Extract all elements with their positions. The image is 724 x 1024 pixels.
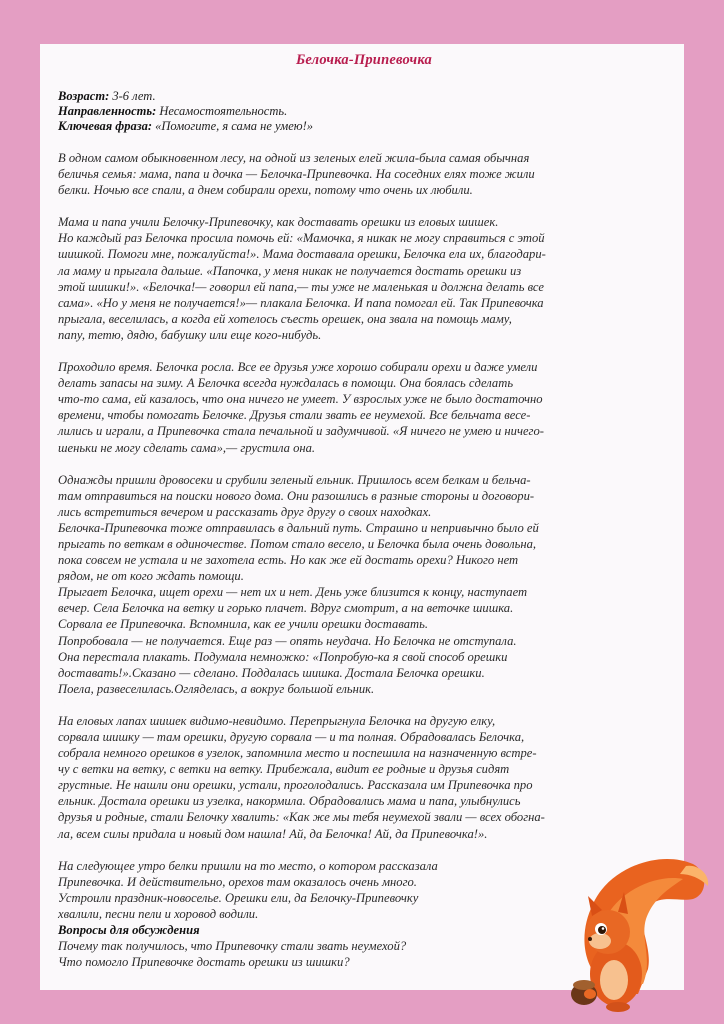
story-line: ельник. Достала орешки из узелка, накормила. Обрадовались мама и папа, улыбнулись — [58, 794, 521, 809]
story-paragraph — [58, 150, 670, 198]
story-line: пока совсем не устала и не захотела есть. Но как же ей достать орехи? Никого нет — [58, 553, 519, 568]
story-line: Поела, развеселилась.Огляделась, а вокруг большой ельник. — [58, 681, 375, 696]
story-line: Но каждый раз Белочка просила помочь ей: «Мамочка, я никак не могу справиться с этой — [58, 231, 545, 246]
story-line: сорвала шишку — там орешки, другую сорвала — и та полная. Обрадовалась Белочка, — [58, 730, 525, 744]
age-row — [58, 89, 670, 104]
story-line: папу, тетю, дядю, бабушку или еще кого-нибудь. — [58, 327, 322, 342]
story-line: лись встретиться вечером и рассказать друг другу о своих находках. — [58, 504, 432, 519]
story-line: Прыгает Белочка, ищет орехи — нет их и нет. День уже близится к концу, наступает — [58, 585, 528, 600]
story-line: Белочка-Припевочка тоже отправилась в дальний путь. Страшно и непривычно было ей — [58, 520, 539, 535]
story-paragraph — [58, 214, 670, 343]
age-value: 3-6 лет. — [109, 89, 156, 103]
story-line: На следующее утро белки пришли на то место, о котором рассказала — [58, 858, 438, 873]
direction-row — [58, 104, 670, 119]
direction-value: Несамостоятельность. — [156, 104, 288, 118]
story-line: делать запасы на зиму. А Белочка всегда нуждалась в помощи. Она боялась сделать — [58, 376, 514, 391]
story-line: Однажды пришли дровосеки и срубили зеленый ельник. Пришлось всем белкам и бельча- — [58, 472, 531, 487]
story-line: белки. Ночью все спали, а днем собирали орехи, потому что очень их любили. — [58, 183, 473, 198]
story-line: там отправиться на поиски нового дома. Они разошлись в разные стороны и договори- — [58, 488, 535, 503]
story-line: Сорвала ее Припевочка. Вспомнила, как ее учили орешки доставать. — [58, 617, 428, 632]
story-paragraph — [58, 359, 670, 456]
story-paragraph — [58, 713, 670, 842]
story-line: прыгала, веселилась, а когда ей хотелось съесть орешек, она звала на помощь маму, — [58, 311, 512, 326]
phrase-label: Ключевая фраза: — [58, 119, 153, 133]
direction-label: Направленность: — [58, 104, 157, 118]
story-line: доставать!».Сказано — сделано. Поддалась шишка. Достала Белочка орешки. — [58, 665, 485, 680]
story-line: Попробовала — не получается. Еще раз — опять неудача. Но Белочка не отступала. — [58, 633, 517, 648]
story-line: Припевочка. И действительно, орехов там оказалось очень много. — [58, 874, 417, 889]
squirrel-illustration — [568, 844, 718, 1014]
story-line: времени, чтобы помогать Белочке. Друзья стали звать ее неумехой. Все бельчата весе- — [58, 408, 531, 423]
story-line: что-то сама, ей казалось, что она ничего не умеет. У взрослых уже не было достаточно — [58, 392, 543, 407]
story-line: Устроили праздник-новоселье. Орешки ели, да Белочку-Припевочку — [58, 890, 419, 905]
question-item: Почему так получилось, что Припевочку стали звать неумехой? — [58, 939, 407, 954]
story-line: собрала немного орешков в узелок, запомнила место и поспешила на назначенную встре- — [58, 746, 537, 761]
story-line: ла, всем силы придала и новый дом нашла! Ай, да Белочка! Ай, да Припевочка!». — [58, 826, 488, 841]
story-line: шеньки не могу сделать сама»,— грустила она. — [58, 440, 316, 455]
questions-heading: Вопросы для обсуждения — [58, 923, 200, 938]
story-meta — [58, 89, 670, 134]
story-line: грустные. Не нашли они орешки, устали, проголодались. Рассказала им Припевочка про — [58, 778, 533, 793]
story-line: шишкой. Помоги мне, пожалуйста!». Мама доставала орешки, Белочка ела их, благодари- — [58, 247, 546, 262]
question-item: Что помогло Припевочке достать орешки из шишки? — [58, 955, 350, 970]
story-line: рядом, не от кого ждать помощи. — [58, 569, 244, 584]
story-line: хвалили, песни пели и хоровод водили. — [58, 906, 259, 921]
story-line: ла маму и прыгала дальше. «Папочка, у меня никак не получается достать орешки из — [58, 263, 522, 278]
age-label: Возраст: — [58, 89, 110, 103]
story-line: беличья семья: мама, папа и дочка — Белочка-Припевочка. На соседних елях тоже жили — [58, 167, 535, 182]
story-line: прыгать по веткам в одиночестве. Потом стало весело, и Белочка была очень довольна, — [58, 536, 537, 551]
story-line: друзья и родные, стали Белочку хвалить: «Как же мы тебя неумехой звали — всех обогна- — [58, 810, 545, 825]
story-line: Мама и папа учили Белочку-Припевочку, как доставать орешки из еловых шишек. — [58, 215, 499, 230]
story-line: Проходило время. Белочка росла. Все ее друзья уже хорошо собирали орехи и даже умели — [58, 360, 538, 375]
story-line: вечер. Села Белочка на ветку и горько плачет. Вдруг смотрит, а на веточке шишка. — [58, 601, 514, 616]
story-title: Белочка-Припевочка — [296, 52, 432, 68]
story-paragraph — [58, 472, 670, 697]
story-line: На еловых лапах шишек видимо-невидимо. Перепрыгнула Белочка на другую елку, — [58, 713, 496, 728]
story-line: сама». «Но у меня не получается!»— плакала Белочка. И папа помогал ей. Так Припевочка — [58, 295, 544, 310]
phrase-value: «Помогите, я сама не умею!» — [152, 119, 313, 133]
story-line: лились и играли, а Припевочка стала печальной и задумчивой. «Я ничего не умею и ничего- — [58, 424, 544, 439]
story-line: этой шишки!». «Белочка!— говорил ей папа,— ты уже не маленькая и должна делать все — [58, 279, 544, 294]
story-line: чу с ветки на ветку, с ветки на ветку. Прибежала, видит ее родные и друзья сидят — [58, 762, 510, 777]
story-line: Она перестала плакать. Подумала немножко: «Попробую-ка я свой способ орешки — [58, 649, 508, 664]
story-line: В одном самом обыкновенном лесу, на одной из зеленых елей жила-была самая обычная — [58, 151, 530, 165]
phrase-row — [58, 119, 670, 134]
